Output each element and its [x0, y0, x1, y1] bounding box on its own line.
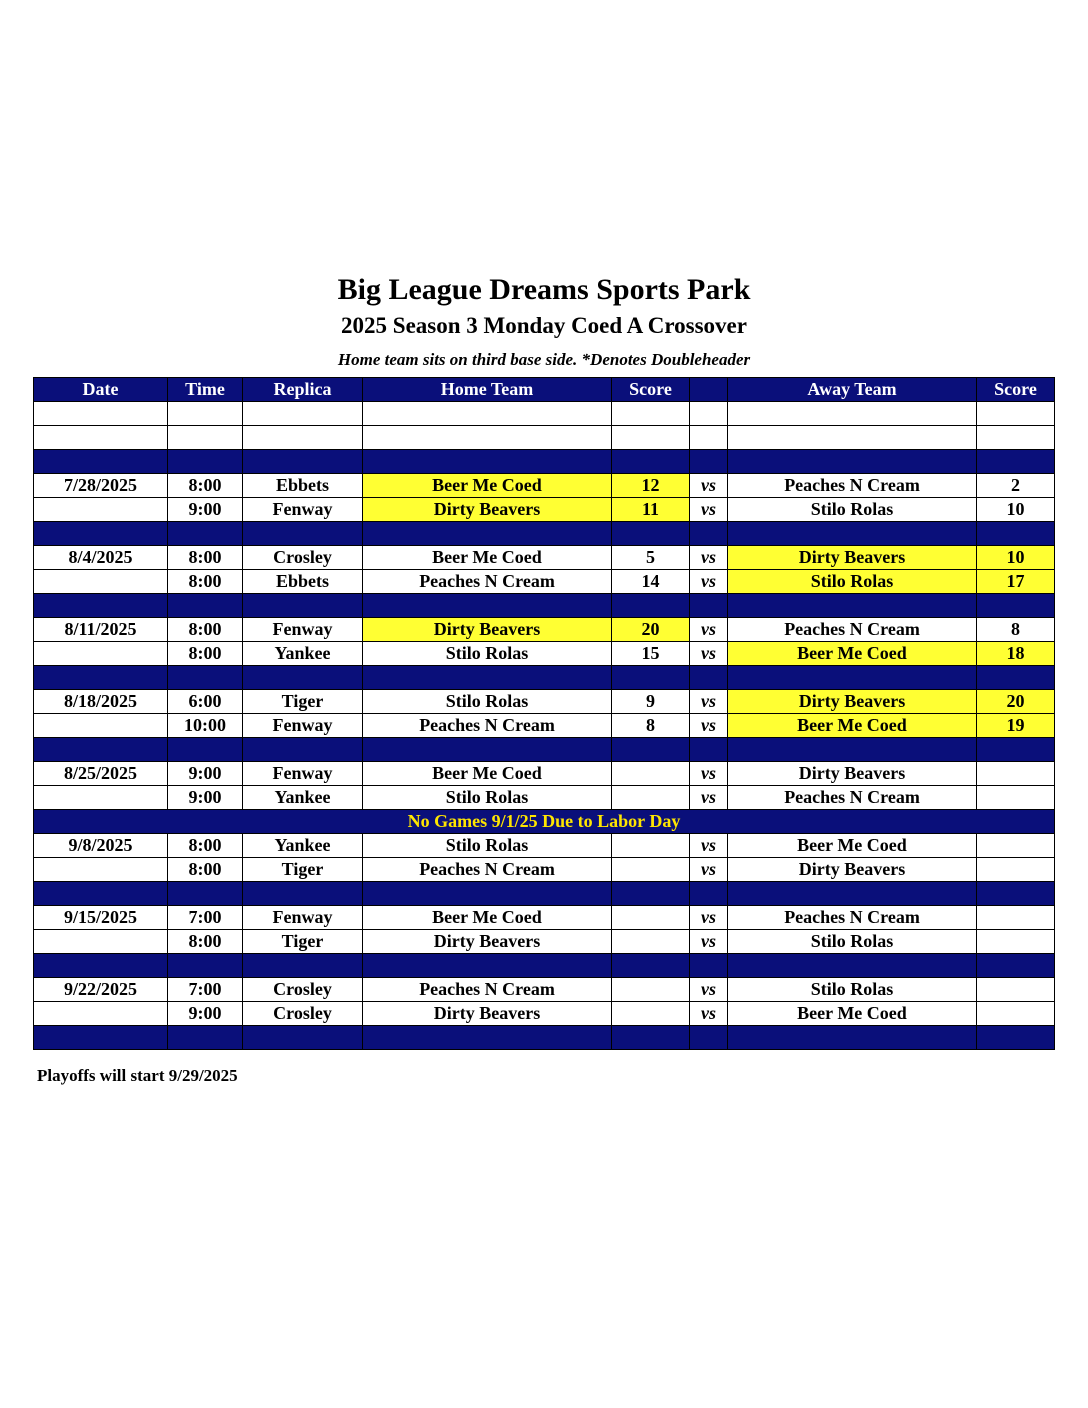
- blank-cell: [363, 402, 612, 426]
- replica-cell: Tiger: [243, 930, 363, 954]
- spacer-cell: [34, 450, 168, 474]
- vs-cell: vs: [690, 498, 728, 522]
- home-team-cell: Beer Me Coed: [363, 906, 612, 930]
- time-cell: 7:00: [168, 978, 243, 1002]
- spacer-cell: [363, 666, 612, 690]
- home-team-cell: Beer Me Coed: [363, 474, 612, 498]
- home-score-cell: 8: [612, 714, 690, 738]
- vs-cell: vs: [690, 570, 728, 594]
- time-cell: 8:00: [168, 642, 243, 666]
- home-score-cell: 5: [612, 546, 690, 570]
- spacer-cell: [168, 738, 243, 762]
- away-team-cell: Beer Me Coed: [728, 834, 977, 858]
- away-team-cell: Dirty Beavers: [728, 690, 977, 714]
- game-row: [34, 930, 1055, 954]
- spacer-cell: [168, 522, 243, 546]
- home-score-cell: 11: [612, 498, 690, 522]
- spacer-cell: [690, 882, 728, 906]
- time-cell: 9:00: [168, 786, 243, 810]
- blank-cell: [977, 402, 1055, 426]
- spacer-cell: [690, 666, 728, 690]
- away-score-cell: [977, 858, 1055, 882]
- col-header-away-team: Away Team: [728, 378, 977, 402]
- vs-cell: vs: [690, 786, 728, 810]
- time-cell: 9:00: [168, 1002, 243, 1026]
- date-cell: 8/4/2025: [34, 546, 168, 570]
- vs-cell: vs: [690, 546, 728, 570]
- spacer-cell: [34, 954, 168, 978]
- spacer-cell: [363, 882, 612, 906]
- spacer-cell: [728, 666, 977, 690]
- blank-cell: [168, 402, 243, 426]
- away-team-cell: Beer Me Coed: [728, 642, 977, 666]
- spacer-cell: [363, 738, 612, 762]
- time-cell: 9:00: [168, 762, 243, 786]
- spacer-cell: [728, 882, 977, 906]
- date-cell: 8/18/2025: [34, 690, 168, 714]
- blank-cell: [363, 426, 612, 450]
- replica-cell: Fenway: [243, 618, 363, 642]
- date-cell: 9/8/2025: [34, 834, 168, 858]
- date-cell: 9/22/2025: [34, 978, 168, 1002]
- blank-cell: [612, 426, 690, 450]
- replica-cell: Tiger: [243, 690, 363, 714]
- date-cell: 7/28/2025: [34, 474, 168, 498]
- time-cell: 10:00: [168, 714, 243, 738]
- home-score-cell: [612, 1002, 690, 1026]
- home-team-cell: Dirty Beavers: [363, 498, 612, 522]
- game-row: [34, 642, 1055, 666]
- spacer-cell: [977, 450, 1055, 474]
- game-row: [34, 570, 1055, 594]
- spacer-cell: [243, 738, 363, 762]
- blank-cell: [977, 426, 1055, 450]
- spacer-cell: [34, 882, 168, 906]
- away-team-cell: Stilo Rolas: [728, 570, 977, 594]
- spacer-cell: [168, 450, 243, 474]
- spacer-row: [34, 954, 1055, 978]
- vs-cell: vs: [690, 474, 728, 498]
- home-score-cell: [612, 978, 690, 1002]
- time-cell: 8:00: [168, 858, 243, 882]
- replica-cell: Fenway: [243, 498, 363, 522]
- home-score-cell: 20: [612, 618, 690, 642]
- spacer-cell: [977, 1026, 1055, 1050]
- home-score-cell: [612, 858, 690, 882]
- game-row: [34, 690, 1055, 714]
- game-row: [34, 474, 1055, 498]
- home-team-cell: Peaches N Cream: [363, 858, 612, 882]
- spacer-cell: [168, 594, 243, 618]
- away-team-cell: Dirty Beavers: [728, 858, 977, 882]
- home-team-cell: Stilo Rolas: [363, 642, 612, 666]
- away-team-cell: Beer Me Coed: [728, 714, 977, 738]
- spacer-row: [34, 522, 1055, 546]
- game-row: [34, 834, 1055, 858]
- home-score-cell: [612, 930, 690, 954]
- away-score-cell: 10: [977, 546, 1055, 570]
- spacer-cell: [34, 738, 168, 762]
- game-row: [34, 978, 1055, 1002]
- blank-cell: [690, 402, 728, 426]
- game-row: [34, 714, 1055, 738]
- away-score-cell: [977, 978, 1055, 1002]
- blank-cell: [243, 426, 363, 450]
- col-header-time: Time: [168, 378, 243, 402]
- home-score-cell: 14: [612, 570, 690, 594]
- game-row: [34, 858, 1055, 882]
- header-row: [34, 378, 1055, 402]
- time-cell: 8:00: [168, 570, 243, 594]
- time-cell: 6:00: [168, 690, 243, 714]
- replica-cell: Ebbets: [243, 474, 363, 498]
- spacer-cell: [612, 666, 690, 690]
- spacer-cell: [243, 954, 363, 978]
- away-score-cell: [977, 762, 1055, 786]
- game-row: [34, 762, 1055, 786]
- spacer-cell: [243, 882, 363, 906]
- col-header-home-team: Home Team: [363, 378, 612, 402]
- away-score-cell: [977, 930, 1055, 954]
- time-cell: 8:00: [168, 618, 243, 642]
- home-team-cell: Dirty Beavers: [363, 1002, 612, 1026]
- home-score-cell: [612, 786, 690, 810]
- vs-cell: vs: [690, 642, 728, 666]
- spacer-cell: [363, 954, 612, 978]
- spacer-cell: [690, 522, 728, 546]
- home-team-cell: Dirty Beavers: [363, 930, 612, 954]
- replica-cell: Yankee: [243, 642, 363, 666]
- spacer-cell: [34, 666, 168, 690]
- vs-cell: vs: [690, 906, 728, 930]
- game-row: [34, 786, 1055, 810]
- away-team-cell: Peaches N Cream: [728, 786, 977, 810]
- spacer-cell: [690, 738, 728, 762]
- replica-cell: Fenway: [243, 714, 363, 738]
- spacer-cell: [612, 882, 690, 906]
- home-team-cell: Peaches N Cream: [363, 978, 612, 1002]
- spacer-cell: [612, 450, 690, 474]
- away-team-cell: Peaches N Cream: [728, 618, 977, 642]
- date-cell: [34, 642, 168, 666]
- date-cell: [34, 498, 168, 522]
- vs-cell: vs: [690, 618, 728, 642]
- away-team-cell: Dirty Beavers: [728, 546, 977, 570]
- spacer-cell: [363, 450, 612, 474]
- time-cell: 9:00: [168, 498, 243, 522]
- spacer-cell: [243, 450, 363, 474]
- vs-cell: vs: [690, 978, 728, 1002]
- home-score-cell: [612, 762, 690, 786]
- date-cell: [34, 930, 168, 954]
- away-score-cell: 10: [977, 498, 1055, 522]
- spacer-row: [34, 594, 1055, 618]
- spacer-cell: [243, 594, 363, 618]
- date-cell: [34, 570, 168, 594]
- spacer-row: [34, 738, 1055, 762]
- home-team-cell: Stilo Rolas: [363, 786, 612, 810]
- vs-cell: vs: [690, 762, 728, 786]
- away-score-cell: [977, 786, 1055, 810]
- spacer-cell: [34, 522, 168, 546]
- spacer-cell: [612, 738, 690, 762]
- date-cell: 9/15/2025: [34, 906, 168, 930]
- blank-cell: [690, 426, 728, 450]
- notice-row: [34, 810, 1055, 834]
- away-score-cell: [977, 834, 1055, 858]
- away-score-cell: 2: [977, 474, 1055, 498]
- spacer-row: [34, 882, 1055, 906]
- blank-cell: [728, 426, 977, 450]
- spacer-cell: [612, 1026, 690, 1050]
- replica-cell: Fenway: [243, 762, 363, 786]
- home-score-cell: 15: [612, 642, 690, 666]
- spacer-cell: [34, 594, 168, 618]
- spacer-cell: [690, 1026, 728, 1050]
- spacer-cell: [168, 882, 243, 906]
- away-score-cell: [977, 1002, 1055, 1026]
- blank-row: [34, 426, 1055, 450]
- replica-cell: Ebbets: [243, 570, 363, 594]
- spacer-cell: [168, 1026, 243, 1050]
- time-cell: 8:00: [168, 474, 243, 498]
- away-score-cell: 20: [977, 690, 1055, 714]
- home-team-cell: Dirty Beavers: [363, 618, 612, 642]
- spacer-cell: [612, 594, 690, 618]
- blank-row: [34, 402, 1055, 426]
- blank-cell: [612, 402, 690, 426]
- spacer-cell: [977, 594, 1055, 618]
- away-team-cell: Peaches N Cream: [728, 474, 977, 498]
- spacer-cell: [243, 522, 363, 546]
- col-header-vs: [690, 378, 728, 402]
- away-score-cell: [977, 906, 1055, 930]
- home-team-cell: Peaches N Cream: [363, 714, 612, 738]
- spacer-cell: [243, 666, 363, 690]
- spacer-row: [34, 666, 1055, 690]
- schedule-table: [33, 377, 1055, 1050]
- time-cell: 8:00: [168, 834, 243, 858]
- time-cell: 8:00: [168, 546, 243, 570]
- game-row: [34, 498, 1055, 522]
- away-team-cell: Beer Me Coed: [728, 1002, 977, 1026]
- page-subtitle: 2025 Season 3 Monday Coed A Crossover: [341, 313, 747, 338]
- away-team-cell: Dirty Beavers: [728, 762, 977, 786]
- date-cell: 8/25/2025: [34, 762, 168, 786]
- spacer-cell: [34, 1026, 168, 1050]
- spacer-cell: [690, 594, 728, 618]
- spacer-cell: [690, 954, 728, 978]
- away-score-cell: 17: [977, 570, 1055, 594]
- spacer-cell: [728, 954, 977, 978]
- replica-cell: Crosley: [243, 978, 363, 1002]
- replica-cell: Fenway: [243, 906, 363, 930]
- home-team-cell: Beer Me Coed: [363, 546, 612, 570]
- home-score-cell: [612, 834, 690, 858]
- spacer-cell: [728, 1026, 977, 1050]
- col-header-home-score: Score: [612, 378, 690, 402]
- home-team-cell: Peaches N Cream: [363, 570, 612, 594]
- replica-cell: Yankee: [243, 786, 363, 810]
- replica-cell: Crosley: [243, 1002, 363, 1026]
- spacer-cell: [728, 594, 977, 618]
- vs-cell: vs: [690, 1002, 728, 1026]
- replica-cell: Yankee: [243, 834, 363, 858]
- date-cell: [34, 858, 168, 882]
- spacer-cell: [168, 954, 243, 978]
- home-score-cell: [612, 906, 690, 930]
- spacer-cell: [363, 1026, 612, 1050]
- col-header-replica: Replica: [243, 378, 363, 402]
- away-team-cell: Stilo Rolas: [728, 978, 977, 1002]
- spacer-cell: [690, 450, 728, 474]
- time-cell: 7:00: [168, 906, 243, 930]
- spacer-cell: [977, 738, 1055, 762]
- blank-cell: [34, 402, 168, 426]
- game-row: [34, 906, 1055, 930]
- date-cell: 8/11/2025: [34, 618, 168, 642]
- spacer-cell: [728, 450, 977, 474]
- vs-cell: vs: [690, 834, 728, 858]
- playoffs-note: Playoffs will start 9/29/2025: [37, 1066, 238, 1085]
- vs-cell: vs: [690, 690, 728, 714]
- spacer-cell: [977, 522, 1055, 546]
- spacer-cell: [612, 954, 690, 978]
- blank-cell: [34, 426, 168, 450]
- spacer-cell: [168, 666, 243, 690]
- vs-cell: vs: [690, 714, 728, 738]
- labor-day-notice: No Games 9/1/25 Due to Labor Day: [34, 810, 1055, 834]
- game-row: [34, 618, 1055, 642]
- replica-cell: Crosley: [243, 546, 363, 570]
- away-score-cell: 18: [977, 642, 1055, 666]
- date-cell: [34, 786, 168, 810]
- spacer-cell: [977, 954, 1055, 978]
- away-team-cell: Peaches N Cream: [728, 906, 977, 930]
- schedule-note: Home team sits on third base side. *Denotes Doubleheader: [337, 350, 751, 369]
- blank-cell: [243, 402, 363, 426]
- home-score-cell: 9: [612, 690, 690, 714]
- home-team-cell: Stilo Rolas: [363, 834, 612, 858]
- spacer-cell: [977, 666, 1055, 690]
- spacer-cell: [612, 522, 690, 546]
- away-score-cell: 8: [977, 618, 1055, 642]
- home-team-cell: Beer Me Coed: [363, 762, 612, 786]
- spacer-cell: [728, 522, 977, 546]
- replica-cell: Tiger: [243, 858, 363, 882]
- spacer-cell: [363, 522, 612, 546]
- spacer-row: [34, 450, 1055, 474]
- date-cell: [34, 1002, 168, 1026]
- game-row: [34, 546, 1055, 570]
- spacer-cell: [243, 1026, 363, 1050]
- page-title: Big League Dreams Sports Park: [337, 273, 751, 306]
- game-row: [34, 1002, 1055, 1026]
- home-score-cell: 12: [612, 474, 690, 498]
- spacer-row: [34, 1026, 1055, 1050]
- away-team-cell: Stilo Rolas: [728, 930, 977, 954]
- blank-cell: [168, 426, 243, 450]
- vs-cell: vs: [690, 930, 728, 954]
- time-cell: 8:00: [168, 930, 243, 954]
- spacer-cell: [728, 738, 977, 762]
- date-cell: [34, 714, 168, 738]
- away-team-cell: Stilo Rolas: [728, 498, 977, 522]
- col-header-date: Date: [34, 378, 168, 402]
- away-score-cell: 19: [977, 714, 1055, 738]
- spacer-cell: [977, 882, 1055, 906]
- spacer-cell: [363, 594, 612, 618]
- blank-cell: [728, 402, 977, 426]
- vs-cell: vs: [690, 858, 728, 882]
- col-header-away-score: Score: [977, 378, 1055, 402]
- schedule-body: [34, 402, 1055, 1050]
- home-team-cell: Stilo Rolas: [363, 690, 612, 714]
